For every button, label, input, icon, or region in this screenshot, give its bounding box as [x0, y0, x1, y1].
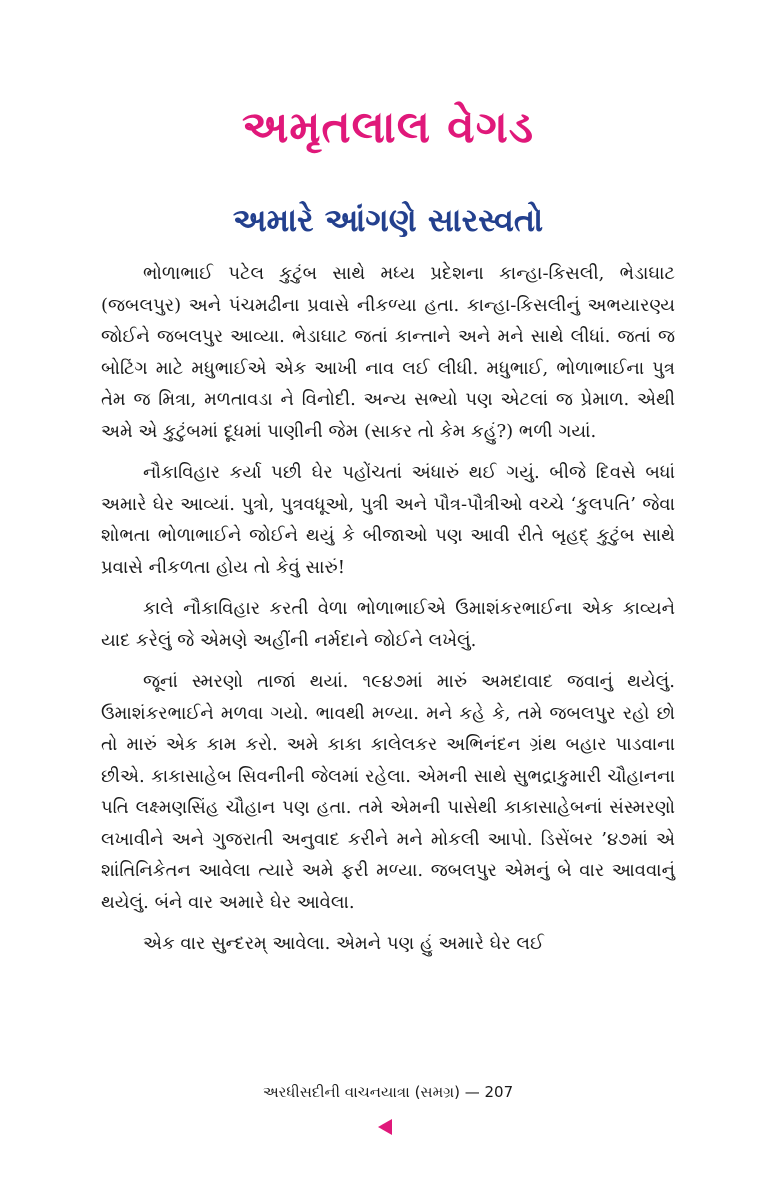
previous-page-icon[interactable] [378, 1119, 392, 1135]
paragraph: નૌકાવિહાર કર્યા પછી ઘેર પહોંચતાં અંધારું થઈ ગયું. બીજે દિવસે બધાં અમારે ઘેર આવ્યાં. પુત્રો, પુત્રવધૂઓ, પુત્રી અને પૌત્ર-પૌત્રીઓ વચ્ચે ‘કુલપતિ’ જેવા શોભતા ભોળાભાઈને જોઈને થયું કે બીજાઓ પણ આવી રીતે બૃહદ્ કુટુંબ સાથે પ્રવાસે નીકળતા હોય તો કેવું સારું! [101, 462, 675, 578]
paragraph: જૂનાં સ્મરણો તાજાં થયાં. ૧૯૪૭માં મારું અમદાવાદ જવાનું થયેલું. ઉમાશંકરભાઈને મળવા ગયો. ભાવથી મળ્યા. મને કહે કે, તમે જબલપુર રહો છો તો મારું એક કામ કરો. અમે કાકા કાલેલકર અભિનંદન ગ્રંથ બહાર પાડવાના છીએ. કાકાસાહેબ સિવનીની જેલમાં રહેલા. એમની સાથે સુભદ્રાકુમારી ચૌહાનના પતિ લક્ષ્મણસિંહ ચૌહાન પણ હતા. તમે એમની પાસેથી કાકાસાહેબનાં સંસ્મરણો લખાવીને અને ગુજરાતી અનુવાદ કરીને મને મોકલી આપો. ડિસેંબર ’૪૭માં એ શાંતિનિકેતન આવેલા ત્યારે અમે ફરી મળ્યા. જબલપુર એમનું બે વાર આવવાનું થયેલું. બંને વાર અમારે ઘેર આવેલા. [101, 671, 675, 913]
article-body [101, 258, 675, 970]
paragraph: ભોળાભાઈ પટેલ કુટુંબ સાથે મધ્ય પ્રદેશના કાન્હા-કિસલી, ભેડાઘાટ (જબલપુર) અને પંચમઢીના પ્રવાસે નીકળ્યા હતા. કાન્હા-કિસલીનું અભયારણ્ય જોઈને જબલપુર આવ્યા. ભેડાઘાટ જતાં કાન્તાને અને મને સાથે લીધાં. જતાં જ બોટિંગ માટે મધુભાઈએ એક આખી નાવ લઈ લીધી. મધુભાઈ, ભોળાભાઈના પુત્ર તેમ જ મિત્રા, મળતાવડા ને વિનોદી. અન્ય સભ્યો પણ એટલાં જ પ્રેમાળ. એથી અમે એ કુટુંબમાં દૂધમાં પાણીની જેમ (સાકર તો કેમ કહું?) ભળી ગયાં. [101, 263, 675, 442]
article-title: અમારે આંગણે સારસ્વતો [232, 201, 544, 239]
page-footer: અરધીસદીની વાચનયાત્રા (સમગ્ર) — 207 [262, 1083, 514, 1101]
paragraph: એક વાર સુન્દરમ્ આવેલા. એમને પણ હું અમારે ઘેર લઈ [143, 933, 544, 954]
author-name: અમૃતલાલ વેગડ [242, 102, 534, 153]
paragraph: કાલે નૌકાવિહાર કરતી વેળા ભોળાભાઈએ ઉમાશંકરભાઈના એક કાવ્યને યાદ કરેલું જે એમણે અહીંની નર્મદાને જોઈને લખેલું. [101, 598, 675, 651]
